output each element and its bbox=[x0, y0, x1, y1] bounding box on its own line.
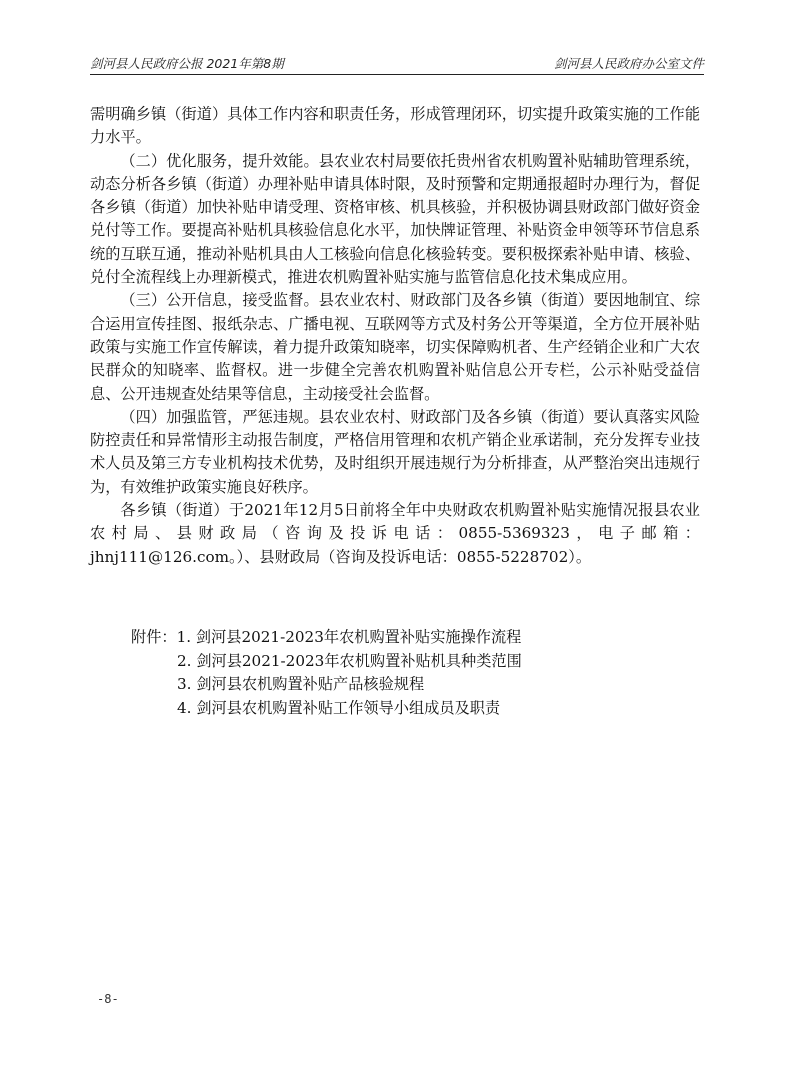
attachment-item-2: 2. 剑河县2021-2023年农机购置补贴机具种类范围 bbox=[177, 651, 522, 670]
attachment-item bbox=[131, 673, 522, 697]
attachments-list bbox=[131, 626, 522, 720]
document-body bbox=[90, 103, 700, 569]
attachment-item bbox=[131, 626, 522, 650]
page-number: -8- bbox=[97, 992, 119, 1006]
header-document-source: 剑河县人民政府办公室文件 bbox=[553, 56, 704, 71]
attachment-item bbox=[131, 650, 522, 674]
page-header bbox=[90, 52, 704, 75]
header-publication-title: 剑河县人民政府公报 2021年第8期 bbox=[90, 56, 284, 71]
paragraph-continuation: 需明确乡镇（街道）具体工作内容和职责任务，形成管理闭环，切实提升政策实施的工作能力水平。 bbox=[90, 105, 700, 147]
paragraph-reporting-deadline: 各乡镇（街道）于2021年12月5日前将全年中央财政农机购置补贴实施情况报县农业农村局、县财政局（咨询及投诉电话：0855-5369323，电子邮箱：jhnj111@126.com。）、县财政局（咨询及投诉电话：0855-5228702）。 bbox=[90, 501, 700, 566]
attachment-item bbox=[131, 697, 522, 721]
paragraph-public-information: （三）公开信息，接受监督。县农业农村、财政部门及各乡镇（街道）要因地制宜、综合运用宣传挂图、报纸杂志、广播电视、互联网等方式及村务公开等渠道，全方位开展补贴政策与实施工作宣传解读，着力提升政策知晓率，切实保障购机者、生产经销企业和广大农民群众的知晓率、监督权。进一步健全完善农机购置补贴信息公开专栏，公示补贴受益信息、公开违规查处结果等信息，主动接受社会监督。 bbox=[90, 291, 700, 403]
attachments-label: 附件： bbox=[131, 628, 177, 646]
attachment-item-1: 1. 剑河县2021-2023年农机购置补贴实施操作流程 bbox=[176, 628, 522, 646]
attachment-item-3: 3. 剑河县农机购置补贴产品核验规程 bbox=[177, 675, 425, 693]
paragraph-optimize-service: （二）优化服务，提升效能。县农业农村局要依托贵州省农机购置补贴辅助管理系统，动态分析各乡镇（街道）办理补贴申请具体时限，及时预警和定期通报超时办理行为，督促各乡镇（街道）加快补贴申请受理、资格审核、机具核验，并积极协调县财政部门做好资金兑付等工作。要提高补贴机具核验信息化水平，加快牌证管理、补贴资金申领等环节信息系统的互联互通，推动补贴机具由人工核验向信息化核验转变。要积极探索补贴申请、核验、兑付全流程线上办理新模式，推进农机购置补贴实施与监管信息化技术集成应用。 bbox=[90, 151, 700, 287]
attachment-item-4: 4. 剑河县农机购置补贴工作领导小组成员及职责 bbox=[177, 698, 501, 717]
paragraph-strengthen-supervision: （四）加强监管，严惩违规。县农业农村、财政部门及各乡镇（街道）要认真落实风险防控责任和异常情形主动报告制度，严格信用管理和农机产销企业承诺制，充分发挥专业技术人员及第三方专业机构技术优势，及时组织开展违规行为分析排查，从严整治突出违规行为，有效维护政策实施良好秩序。 bbox=[90, 407, 700, 496]
